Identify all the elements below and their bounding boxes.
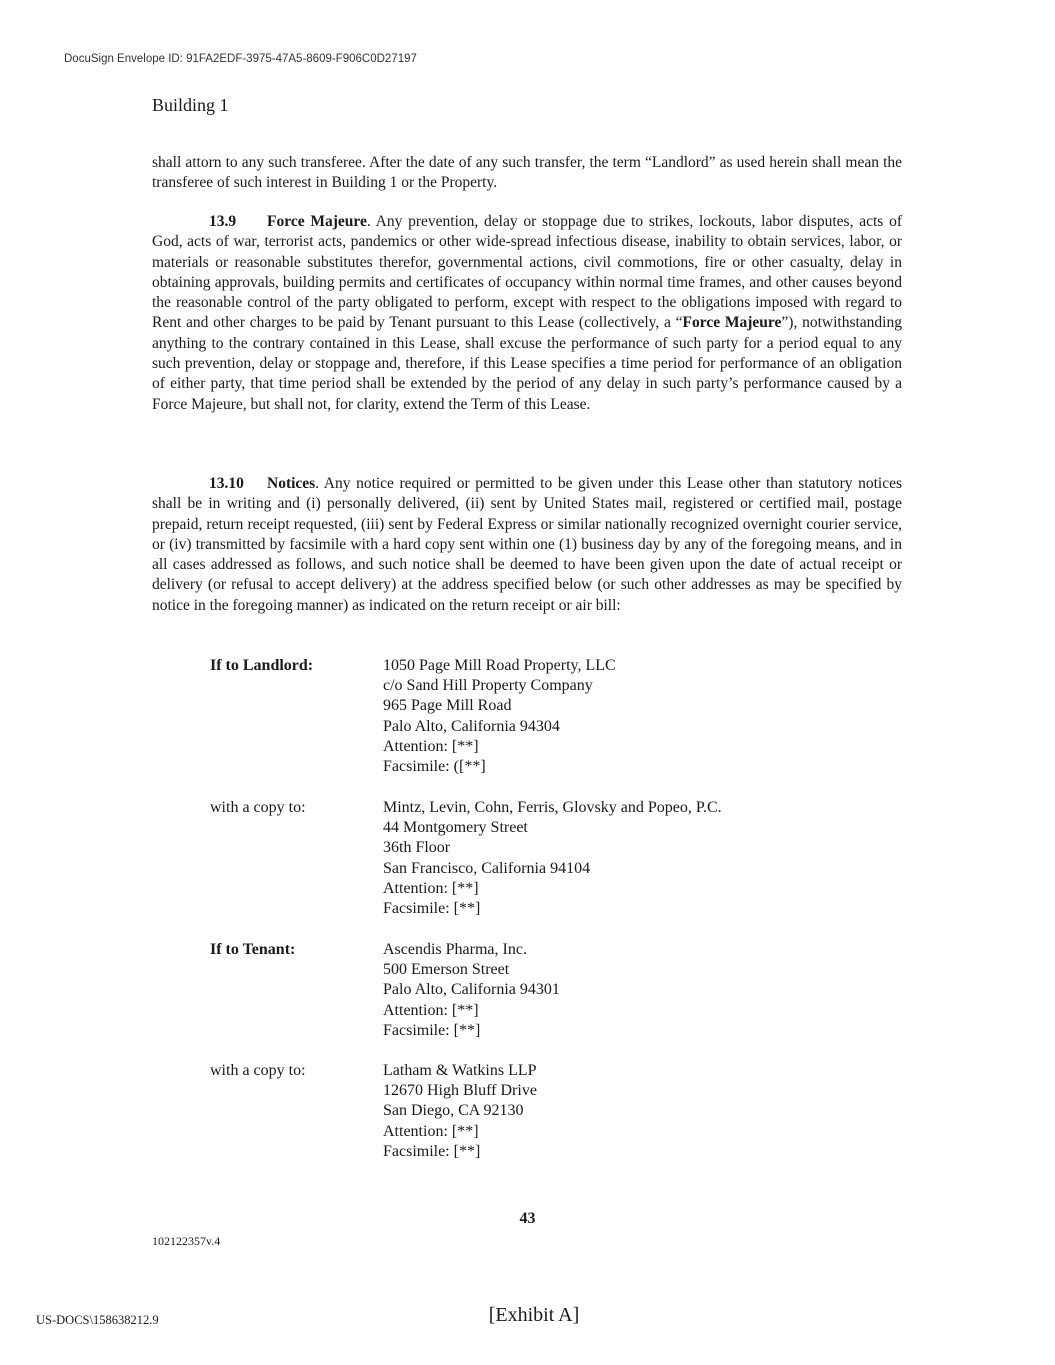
paragraph-text: shall attorn to any such transferee. After the date of any such transfer, the term “Landlord” as used herein shall mean the transferee of such interest in Building 1 or the Property. [152, 154, 902, 192]
address-line: Attention: [**] [383, 737, 479, 755]
address-line: c/o Sand Hill Property Company [383, 677, 593, 695]
address-line: Attention: [**] [383, 879, 479, 897]
footer-exhibit-label: [Exhibit A] [488, 1304, 580, 1326]
section-title: Force Majeure [267, 213, 367, 230]
address-lines [383, 798, 803, 919]
address-line: Ascendis Pharma, Inc. [383, 941, 527, 958]
address-line: Palo Alto, California 94304 [383, 717, 560, 735]
address-line: 44 Montgomery Street [383, 819, 528, 837]
address-line: Attention: [**] [383, 1001, 479, 1019]
address-line: Attention: [**] [383, 1122, 479, 1140]
section-title: Notices [267, 475, 316, 492]
address-line: San Diego, CA 92130 [383, 1102, 524, 1120]
address-line: Palo Alto, California 94301 [383, 981, 560, 999]
address-lines [383, 940, 803, 1041]
section-text-b: ”), notwithstanding anything to the contrary contained in this Lease, shall excuse the performance of such party for a period equal to any such prevention, delay or stoppage and, therefore, if this Lease specifies a time period for performance of an obligation of either party, that time period shall be extended by the period of any delay in such party’s performance caused by a Force Majeure, but shall not, for clarity, extend the Term of this Lease. [152, 314, 902, 413]
address-line: Facsimile: ([**] [383, 758, 486, 776]
document-version: 102122357v.4 [152, 1234, 221, 1248]
address-label: If to Tenant: [210, 941, 296, 958]
address-line: Mintz, Levin, Cohn, Ferris, Glovsky and Popeo, P.C. [383, 799, 722, 816]
address-line: Latham & Watkins LLP [383, 1062, 537, 1079]
address-label: with a copy to: [210, 1062, 306, 1079]
paragraph-continuation [152, 153, 902, 194]
section-number: 13.9 [209, 213, 237, 230]
address-lines [383, 1061, 803, 1162]
footer-doc-id: US-DOCS\158638212.9 [36, 1313, 159, 1327]
address-label: with a copy to: [210, 799, 306, 816]
section-13-9-force-majeure [152, 212, 902, 415]
address-line: 12670 High Bluff Drive [383, 1082, 537, 1100]
address-line: Facsimile: [**] [383, 1021, 481, 1039]
address-line: 1050 Page Mill Road Property, LLC [383, 657, 616, 674]
address-line: Facsimile: [**] [383, 900, 481, 918]
running-header: Building 1 [152, 95, 229, 115]
address-line: Facsimile: [**] [383, 1142, 481, 1160]
address-line: San Francisco, California 94104 [383, 859, 591, 877]
address-line: 965 Page Mill Road [383, 697, 512, 715]
address-line: 36th Floor [383, 839, 451, 857]
page-number: 43 [519, 1210, 536, 1227]
section-13-10-notices [152, 474, 902, 616]
section-text: . Any notice required or permitted to be given under this Lease other than statutory notices shall be in writing and (i) personally delivered, (ii) sent by United States mail, registered or certified mail, postage prepaid, return receipt requested, (iii) sent by Federal Express or similar nationally recognized overnight courier service, or (iv) transmitted by facsimile with a hard copy sent within one (1) business day by any of the foregoing means, and in all cases addressed as follows, and such notice shall be deemed to have been given upon the date of actual receipt or delivery (or refusal to accept delivery) at the address specified below (or such other addresses as may be specified by notice in the foregoing manner) as indicated on the return receipt or air bill: [152, 475, 902, 614]
address-label: If to Landlord: [210, 657, 314, 674]
section-number: 13.10 [209, 475, 244, 492]
docusign-envelope-id: DocuSign Envelope ID: 91FA2EDF-3975-47A5-8609-F906C0D27197 [64, 53, 417, 65]
address-lines [383, 656, 803, 777]
section-text-a: . Any prevention, delay or stoppage due to strikes, lockouts, labor disputes, acts of God, acts of war, terrorist acts, pandemics or other wide-spread infectious disease, inability to obtain services, labor, or materials or reasonable substitutes therefor, governmental actions, civil commotions, fire or other casualty, delay in obtaining approvals, building permits and certificates of occupancy within normal time frames, and other causes beyond the reasonable control of the party obligated to perform, except with respect to the obligations imposed with regard to Rent and other charges to be paid by Tenant pursuant to this Lease (collectively, a “ [152, 213, 902, 332]
defined-term: Force Majeure [682, 314, 782, 332]
address-line: 500 Emerson Street [383, 961, 510, 979]
